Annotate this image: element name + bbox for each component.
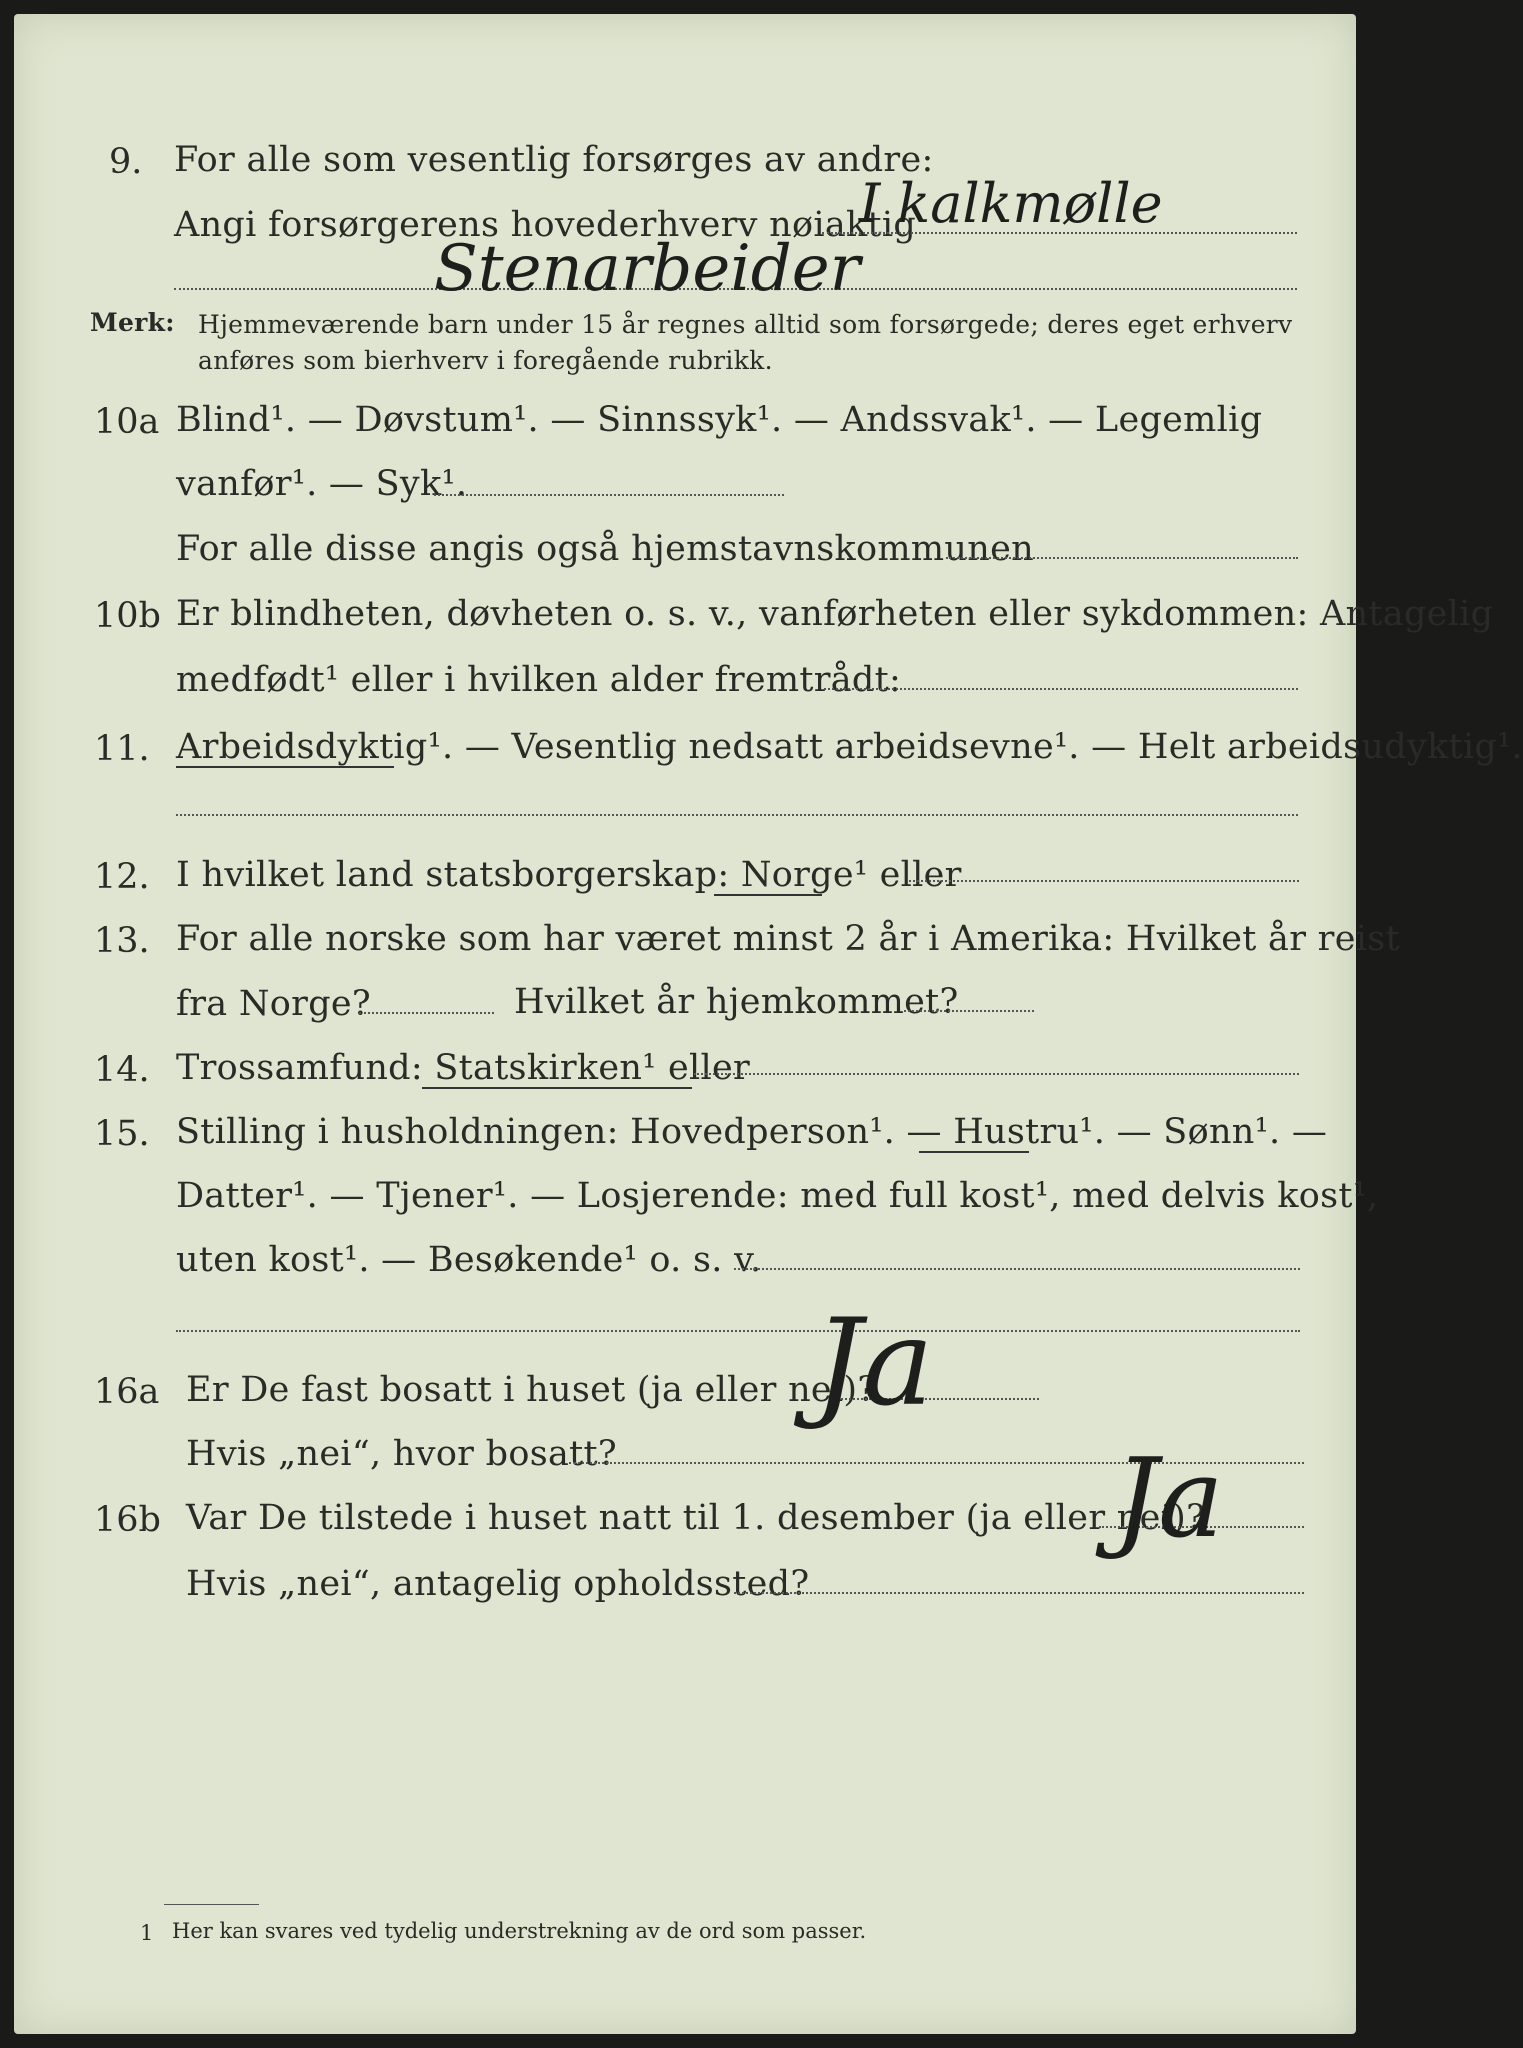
q11-answer-line: [176, 814, 1298, 816]
q16a-number: 16a: [94, 1372, 160, 1412]
q14-line1: Trossamfund: Statskirken¹ eller: [176, 1048, 751, 1088]
q10a-line2: vanfør¹. — Syk¹.: [176, 464, 468, 504]
q14-answer-line: [694, 1073, 1299, 1075]
merk-text1: Hjemmeværende barn under 15 år regnes alltid som forsørgede; deres eget erhverv: [198, 310, 1293, 339]
q9-number: 9.: [109, 142, 143, 182]
footnote-text: Her kan svares ved tydelig understrekning av de ord som passer.: [172, 1919, 867, 1943]
q16b-number: 16b: [94, 1500, 161, 1540]
q12-underline-norge: [714, 894, 822, 896]
q15-extra-line: [176, 1330, 1300, 1332]
q15-underline-hustru: [919, 1151, 1029, 1153]
q16a-line1: Er De fast bosatt i huset (ja eller nei)?: [186, 1370, 877, 1410]
q15-line1: Stilling i husholdningen: Hovedperson¹. — Hustru¹. — Sønn¹. —: [176, 1112, 1328, 1152]
q9-line2: Angi forsørgerens hovederhverv nøiaktig: [174, 205, 917, 245]
q10b-answer-line: [824, 688, 1298, 690]
q10b-number: 10b: [94, 596, 161, 636]
q16b-line1: Var De tilstede i huset natt til 1. desember (ja eller nei)?: [186, 1498, 1206, 1538]
footnote-separator: [164, 1904, 259, 1905]
q16b-line2: Hvis „nei“, antagelig opholdssted?: [186, 1564, 810, 1604]
q9-line1: For alle som vesentlig forsørges av andre:: [174, 140, 934, 180]
q13-answer-hjemkommet: [904, 1010, 1034, 1012]
q13-answer-reist: [359, 1012, 494, 1014]
merk-text2: anføres som bierhverv i foregående rubrikk.: [198, 346, 773, 375]
q13-line2b: Hvilket år hjemkommet?: [514, 982, 959, 1022]
q15-number: 15.: [94, 1114, 150, 1154]
q11-number: 11.: [94, 729, 150, 769]
q16b-handwritten-answer: Ja: [1114, 1434, 1224, 1562]
merk-label: Merk:: [90, 308, 175, 337]
q14-number: 14.: [94, 1050, 150, 1090]
q13-line1: For alle norske som har været minst 2 år i Amerika: Hvilket år reist: [176, 919, 1400, 959]
q13-number: 13.: [94, 921, 150, 961]
q13-line2a: fra Norge?: [176, 984, 371, 1024]
footnote-mark: 1: [140, 1921, 154, 1945]
q10a-line3: For alle disse angis også hjemstavnskommunen: [176, 529, 1034, 569]
q10a-answer-line2: [434, 494, 784, 496]
q11-underline-arbeidsdyktig: [176, 766, 394, 768]
q16a-handwritten-answer: Ja: [814, 1294, 934, 1433]
q10a-number: 10a: [94, 402, 160, 442]
q12-number: 12.: [94, 857, 150, 897]
q16b-opholdssted-line: [734, 1592, 1304, 1594]
q15-answer-line: [734, 1268, 1300, 1270]
q16a-line2: Hvis „nei“, hvor bosatt?: [186, 1434, 617, 1474]
q12-answer-line: [909, 880, 1299, 882]
q12-line1: I hvilket land statsborgerskap: Norge¹ eller: [176, 855, 962, 895]
q10b-line2: medfødt¹ eller i hvilken alder fremtrådt:: [176, 660, 902, 700]
q9-handwritten-answer2: Stenarbeider: [434, 232, 861, 306]
q15-line2: Datter¹. — Tjener¹. — Losjerende: med full kost¹, med delvis kost¹,: [176, 1176, 1379, 1216]
q15-line3: uten kost¹. — Besøkende¹ o. s. v.: [176, 1240, 762, 1280]
q10b-line1: Er blindheten, døvheten o. s. v., vanførheten eller sykdommen: Antagelig: [176, 594, 1494, 634]
q14-underline-statskirken: [422, 1087, 692, 1089]
q9-handwritten-answer1: I kalkmølle: [859, 172, 1163, 235]
q11-line1: Arbeidsdyktig¹. — Vesentlig nedsatt arbeidsevne¹. — Helt arbeidsudyktig¹.: [176, 727, 1523, 767]
q10a-answer-line3: [946, 557, 1298, 559]
q10a-line1: Blind¹. — Døvstum¹. — Sinnssyk¹. — Andssvak¹. — Legemlig: [176, 400, 1263, 440]
census-form-page: [14, 14, 1523, 2034]
